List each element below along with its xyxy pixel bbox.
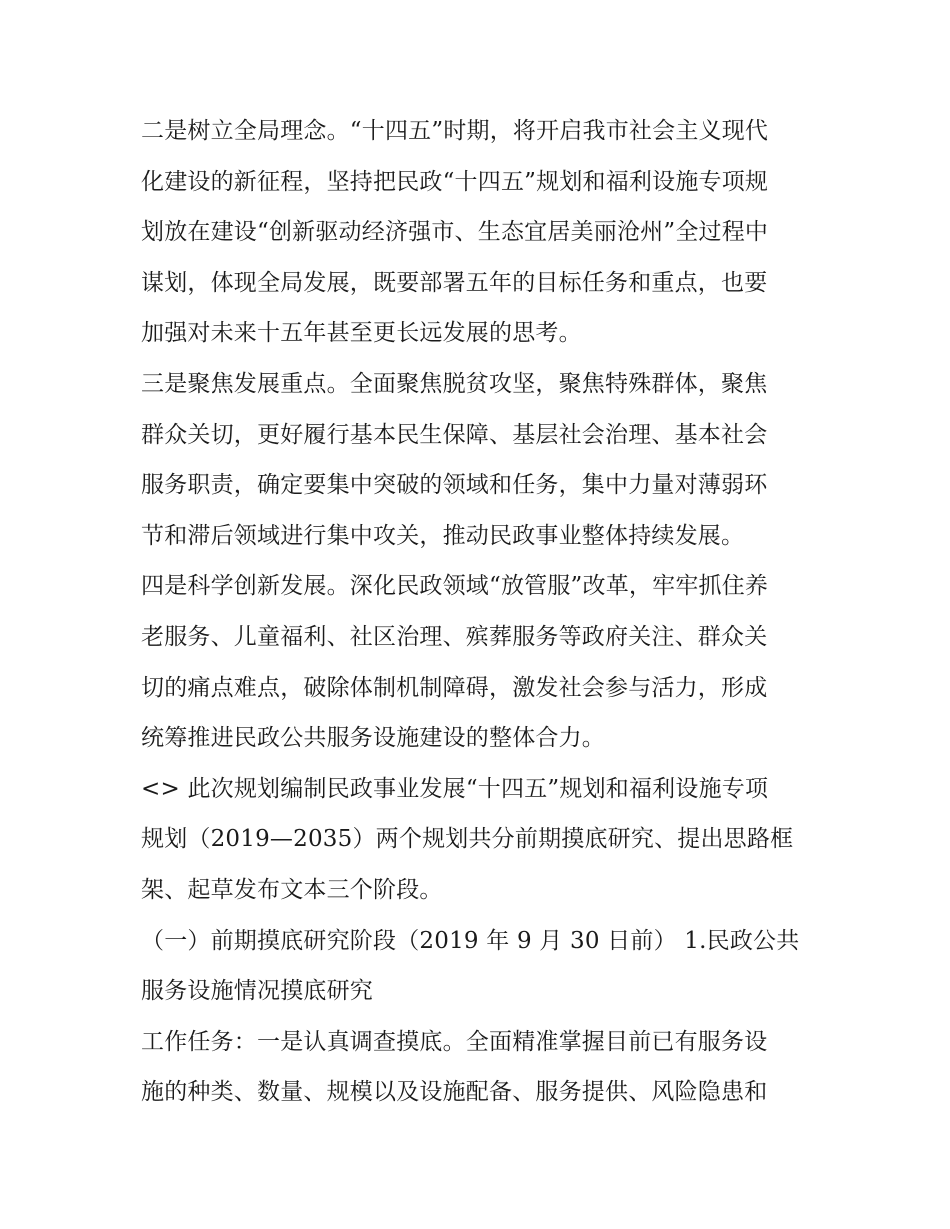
text-line: 群众关切，更好履行基本民生保障、基层社会治理、基本社会	[141, 421, 768, 448]
text-line: 服务职责，确定要集中突破的领域和任务，集中力量对薄弱环	[141, 472, 768, 499]
text-line: <> 此次规划编制民政事业发展“十四五”规划和福利设施专项	[141, 775, 769, 802]
text-line: 服务设施情况摸底研究	[141, 978, 373, 1005]
text-line: 架、起草发布文本三个阶段。	[141, 876, 443, 903]
text-line: （一）前期摸底研究阶段（2019 年 9 月 30 日前） 1.民政公共	[141, 927, 800, 954]
text-line: 切的痛点难点，破除体制机制障碍，激发社会参与活力，形成	[141, 674, 768, 701]
text-line: 四是科学创新发展。深化民政领域“放管服”改革，牢牢抓住养	[141, 573, 769, 600]
text-line: 工作任务：一是认真调查摸底。全面精准掌握目前已有服务设	[141, 1028, 768, 1055]
text-line: 加强对未来十五年甚至更长远发展的思考。	[141, 320, 582, 347]
text-line: 二是树立全局理念。“十四五”时期，将开启我市社会主义现代	[141, 118, 769, 144]
text-line: 划放在建设“创新驱动经济强市、生态宜居美丽沧州”全过程中	[141, 219, 769, 246]
text-line: 统筹推进民政公共服务设施建设的整体合力。	[141, 725, 605, 752]
text-line: 节和滞后领域进行集中攻关，推动民政事业整体持续发展。	[141, 522, 745, 549]
text-line: 规划（2019—2035）两个规划共分前期摸底研究、提出思路框	[141, 826, 794, 853]
text-line: 施的种类、数量、规模以及设施配备、服务提供、风险隐患和	[141, 1079, 768, 1106]
text-line: 谋划，体现全局发展，既要部署五年的目标任务和重点，也要	[141, 269, 768, 296]
document-body	[141, 106, 813, 1118]
text-line: 三是聚焦发展重点。全面聚焦脱贫攻坚，聚焦特殊群体，聚焦	[141, 370, 768, 397]
text-line: 老服务、儿童福利、社区治理、殡葬服务等政府关注、群众关	[141, 623, 768, 650]
text-line: 化建设的新征程，坚持把民政“十四五”规划和福利设施专项规	[141, 168, 769, 195]
